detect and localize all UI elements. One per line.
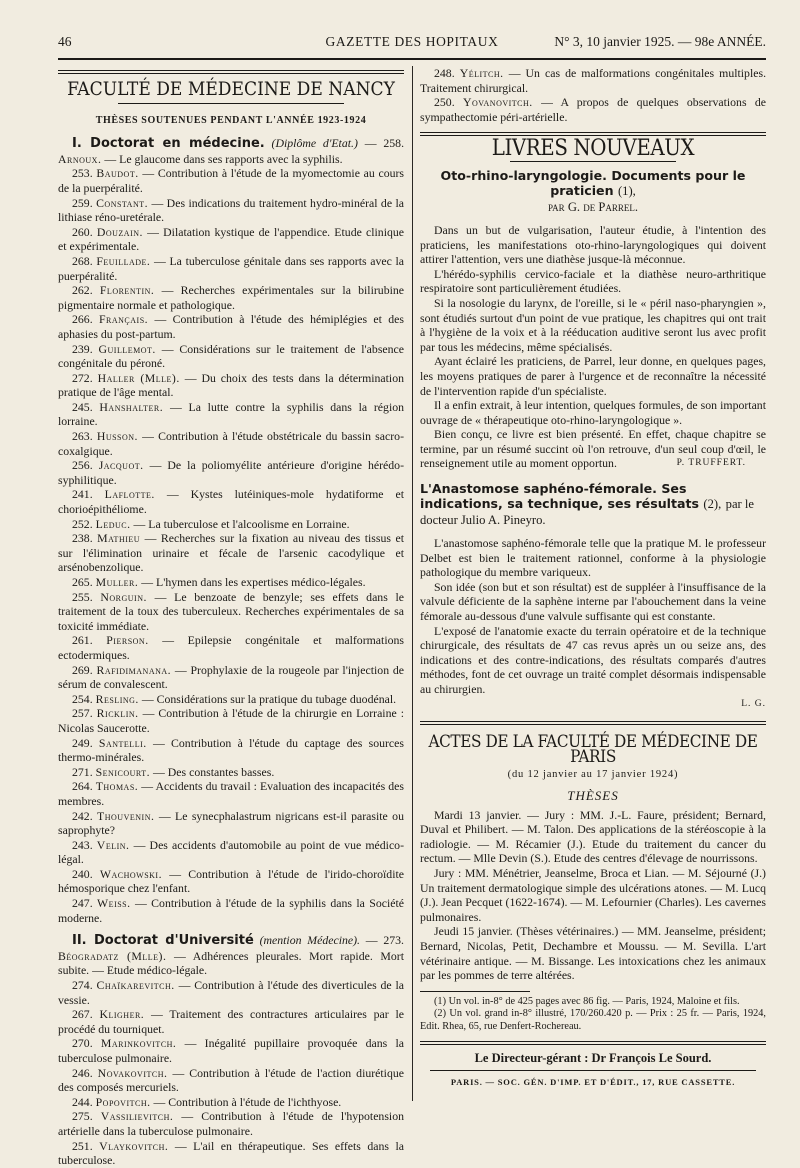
- book2-heading: [420, 481, 766, 528]
- thesis-number: 268.: [72, 253, 93, 268]
- thesis-title: — Des indications du traitement hydro-minéral de la lithiase réno-uretérale.: [58, 195, 404, 225]
- thesis-entry: [58, 371, 404, 400]
- part1-first-entry: I. Doctorat en médecine. (Diplôme d'Etat.) — 258. Arnoux. — Le glaucome dans ses rapports avec la syphilis.: [58, 136, 405, 166]
- thesis-number: 259.: [72, 195, 93, 210]
- thesis-number: 257.: [72, 706, 93, 721]
- thesis-number: 269.: [72, 662, 93, 677]
- thesis-number: 263.: [72, 429, 93, 444]
- thesis-entry: [58, 867, 404, 896]
- thesis-author: Pierson.: [106, 633, 149, 648]
- thesis-entry: [58, 978, 404, 1007]
- thesis-title: — Contribution à l'étude de l'hypotension artérielle dans la tuberculose pulmonaire.: [58, 1109, 404, 1138]
- thesis-number: 256.: [72, 458, 93, 473]
- thesis-title: — A propos de quelques observations de sympathectomie péri-artérielle.: [420, 95, 766, 124]
- thesis-entry: [58, 225, 404, 254]
- thesis-entry: [420, 95, 766, 124]
- review-paragraph: Bien conçu, ce livre est bien présenté. En effet, chaque chapitre se termine, par un résumé succint où l'on retrouve, d'un seul coup d'œil, le renseignement utile au moment opportun. P. TRUFFERT.: [420, 427, 766, 471]
- part2-heading-note: (mention Médecine).: [259, 933, 360, 948]
- thesis-number: 241.: [72, 487, 93, 502]
- thesis-title: — L'hymen dans les expertises médico-légales.: [141, 575, 366, 589]
- thesis-author: Novakovitch.: [97, 1065, 168, 1080]
- actes-paragraph: Jeudi 15 janvier. (Thèses vétérinaires.) — MM. Jeanselme, président; Bernard, Nicolas, Petit, Dechambre et Moussu. — M. Sevilla. L'art vétérinaire antique. — M. Bissange. Les intoxications chez les animaux par les pommes de terre altérées.: [420, 924, 766, 983]
- thesis-title: — Accidents du travail : Evaluation des incapacités des membres.: [58, 779, 404, 808]
- thesis-author: Wachowski.: [99, 866, 163, 881]
- thesis-title: — Inégalité pupillaire provoquée dans la tuberculose pulmonaire.: [58, 1036, 404, 1065]
- thesis-author: Vlaykovitch.: [99, 1138, 169, 1153]
- thesis-entry: [58, 196, 404, 225]
- thesis-entry: [58, 283, 404, 312]
- thesis-title: — Contribution à l'étude de la syphilis dans la Société moderne.: [58, 896, 404, 925]
- faculty-nancy-title: FACULTÉ DE MÉDECINE DE NANCY: [67, 78, 395, 100]
- thesis-entry: [58, 166, 404, 195]
- book1-title: Oto-rhino-laryngologie. Documents pour le praticien: [440, 167, 746, 198]
- thesis-title: — Contribution à l'étude de l'action diurétique des composés mercuriels.: [58, 1065, 404, 1095]
- thesis-author: Muller.: [95, 575, 139, 589]
- thesis-number: 249.: [72, 735, 93, 750]
- thesis-title: — Contribution à l'étude des hémiplégies et des aphasies du post-partum.: [58, 312, 404, 341]
- thesis-author: Yélitch.: [459, 66, 504, 80]
- thesis-author: Ricklin.: [96, 706, 139, 721]
- thesis-author: Hanshalter.: [99, 399, 164, 414]
- left-column: [58, 66, 404, 1168]
- thesis-title: — La lutte contre la syphilis dans la région lorraine.: [58, 399, 405, 429]
- actes-paragraph: Jury : MM. Ménétrier, Jeanselme, Broca et Lian. — M. Séjourné (J.) Un traitement dermatologique simple des ulcérations atones. — M. Lucq (J.). Jean Pecquet (1622-1674). — M. Lefournier (Charles). Les cavernes pulmonaires.: [420, 865, 766, 924]
- thesis-entry: [58, 779, 404, 808]
- thesis-author: Laflotte.: [104, 487, 155, 502]
- thesis-title: — Recherches expérimentales sur la bilirubine pigmentaire normale et pathologique.: [58, 283, 405, 312]
- thesis-entry: [58, 1036, 404, 1065]
- thesis-author: Thouvenin.: [97, 808, 155, 823]
- thesis-title: — L'ail en thérapeutique. Ses effets dans la tuberculose.: [58, 1138, 404, 1168]
- thesis-title: — Du choix des tests dans la détermination pratique de l'âge mental.: [58, 370, 405, 400]
- thesis-title: — Dilatation kystique de l'appendice. Etude clinique et expérimentale.: [58, 224, 405, 254]
- thesis-author: Mathieu: [97, 531, 141, 546]
- thesis-number: 254.: [72, 691, 93, 706]
- thesis-entry: [58, 706, 404, 735]
- issue-date: N° 3, 10 janvier 1925. — 98e ANNÉE.: [554, 34, 766, 49]
- thesis-title: — La tuberculose génitale dans ses rapports avec la puerpéralité.: [58, 253, 404, 283]
- thesis-author: Guillemot.: [98, 341, 156, 356]
- thesis-author: Santelli.: [98, 735, 147, 750]
- thesis-author: Norguin.: [100, 589, 147, 604]
- title-rule: [118, 103, 344, 104]
- thesis-number: 239.: [72, 341, 93, 356]
- thesis-number: 246.: [72, 1065, 93, 1080]
- thesis-entry: [58, 400, 404, 429]
- livres-nouveaux-title: LIVRES NOUVEAUX: [491, 136, 695, 162]
- thesis-entry: [58, 1109, 404, 1138]
- thesis-author: Senicourt.: [95, 764, 151, 779]
- book2-review: [420, 536, 766, 697]
- theses-heading: THÈSES: [567, 787, 619, 803]
- thesis-entry: [58, 1095, 404, 1110]
- thesis-title: — Contribution à l'étude de l'ichthyose.: [153, 1094, 342, 1109]
- thesis-number: 266.: [72, 312, 93, 327]
- book1-review: [420, 223, 766, 471]
- thesis-number: 244.: [72, 1094, 93, 1109]
- thesis-title: — De la poliomyélite antérieure d'origine hérédo-syphilitique.: [58, 458, 405, 487]
- thesis-title: — Contribution à l'étude de l'irido-choroïdite hémosporique chez l'enfant.: [58, 866, 404, 896]
- thesis-number: 238.: [72, 531, 93, 546]
- actes-title: ACTES DE LA FACULTÉ DE MÉDECINE DE PARIS: [428, 732, 758, 767]
- thesis-entry: [58, 531, 404, 575]
- review-paragraph: L'anastomose saphéno-fémorale telle que la pratique M. le professeur Delbet est bien le traitement rationnel, conforme à la physiologie pathologique du membre variqueux.: [420, 536, 766, 580]
- thesis-author: Jacquot.: [98, 458, 144, 473]
- section-rule: [420, 1041, 766, 1045]
- thesis-number: 270.: [72, 1036, 93, 1051]
- thesis-author: Popovitch.: [95, 1094, 151, 1109]
- thesis-number: 243.: [72, 837, 93, 852]
- footnotes: [420, 996, 766, 1034]
- thesis-author: Resling.: [95, 691, 139, 706]
- thesis-entry: [58, 429, 404, 458]
- title-rule: [510, 161, 676, 162]
- thesis-author: Marinkovitch.: [100, 1036, 177, 1051]
- thesis-number: 250.: [434, 95, 455, 110]
- review-paragraph: L'exposé de l'anatomie exacte du terrain opératoire et de la technique chirurgicale, des résultats de 47 cas revus après un ou seize ans, des indications et des contre-indications, des résultats comparés d'autres méthodes, font de cet ouvrage un traité complet désormais indispensable au chirurgien.: [420, 623, 766, 696]
- thesis-author: Thomas.: [95, 779, 139, 794]
- thesis-title: — Un cas de malformations congénitales multiples. Traitement chirurgical.: [420, 66, 767, 95]
- thesis-number: 252.: [72, 516, 93, 531]
- actes-paragraphs: [420, 808, 766, 983]
- part2-heading: II. Doctorat d'Université: [72, 933, 254, 949]
- thesis-entry: [420, 66, 766, 95]
- thesis-author: Florentin.: [99, 283, 155, 298]
- directeur-gerant: Le Directeur-gérant : Dr François Le Sourd.: [474, 1051, 712, 1066]
- thesis-title: — Le benzoate de benzyle; ses effets dans le traitement de la toux des tuberculeux. Recherches expérimentales de sa toxicité immédiate.: [58, 589, 404, 633]
- thesis-number: 265.: [72, 575, 93, 589]
- thesis-title: — Epilepsie congénitale et malformations ectodermiques.: [58, 633, 404, 662]
- thesis-entry: [58, 254, 404, 283]
- thesis-entry: [58, 575, 404, 590]
- thesis-author: Français.: [98, 312, 149, 327]
- journal-title: GAZETTE DES HOPITAUX: [325, 34, 499, 49]
- thesis-entry: [58, 809, 404, 838]
- section-rule: [420, 721, 766, 725]
- thesis-entry: [58, 633, 404, 662]
- thesis-title: — Kystes lutéiniques-mole hydatiforme et chorioépithéliome.: [58, 487, 405, 517]
- thesis-author: Haller (Mlle).: [97, 370, 180, 385]
- imprimerie: PARIS. — SOC. GÉN. D'IMP. ET D'ÉDIT., 17, RUE CASSETTE.: [450, 1077, 736, 1088]
- book2-title: L'Anastomose saphéno-fémorale. Ses indications, sa technique, ses résultats: [420, 481, 700, 512]
- thesis-entry: [58, 487, 404, 516]
- thesis-entry: [58, 663, 404, 692]
- thesis-title: — Recherches sur la fixation au niveau des tissus et sur l'élimination urinaire et fécale de l'arsenic cacodylique et arsénobenzolique.: [58, 531, 404, 575]
- thesis-title: — Contribution à l'étude des diverticules de la vessie.: [58, 978, 404, 1007]
- review-paragraph: Il a enfin extrait, à leur intention, quelques formules, de son important ouvrage de « thérapeutique oto-rhino-laryngologique ».: [420, 398, 766, 427]
- section-rule: [58, 70, 404, 74]
- thesis-number: 271.: [72, 764, 93, 779]
- continued-entries: [420, 66, 766, 124]
- footnote: (1) Un vol. in-8° de 425 pages avec 86 fig. — Paris, 1924, Maloine et fils.: [434, 995, 740, 1007]
- thesis-number: 272.: [72, 370, 93, 385]
- thesis-author: Leduc.: [95, 516, 131, 531]
- part1-entries: [58, 166, 404, 925]
- actes-dates: (du 12 janvier au 17 janvier 1924): [507, 769, 679, 781]
- thesis-title: — Contribution à l'étude de la myomectomie au cours de la puerpéralité.: [58, 166, 405, 195]
- page-header: [58, 28, 766, 58]
- thesis-title: — Contribution à l'étude obstétricale du bassin sacro-coxalgique.: [58, 429, 404, 458]
- thesis-title: — Des constantes basses.: [153, 764, 275, 779]
- thesis-number: 267.: [72, 1007, 93, 1022]
- book1-author: par G. de Parrel.: [547, 199, 639, 214]
- thesis-entry: [58, 765, 404, 780]
- thesis-entry: [58, 458, 404, 487]
- thesis-title: — Le synecphalastrum nigricans est-il parasite ou saprophyte?: [58, 808, 404, 838]
- page-number: 46: [58, 34, 72, 49]
- thesis-author: Vassilievitch.: [100, 1109, 174, 1124]
- thesis-entry: [58, 517, 404, 532]
- thesis-entry: [58, 1066, 404, 1095]
- theses-subtitle: THÈSES SOUTENUES PENDANT L'ANNÉE 1923-1924: [95, 114, 367, 126]
- thesis-number: 260.: [72, 224, 93, 239]
- thesis-entry: [58, 736, 404, 765]
- thesis-author: Constant.: [96, 195, 149, 210]
- thesis-entry: [58, 1139, 404, 1168]
- thesis-title: — Prophylaxie de la rougeole par l'injection de sérum de convalescent.: [58, 662, 405, 692]
- book1-heading: [420, 168, 766, 215]
- review-paragraph: Si la nosologie du larynx, de l'oreille, si le « péril naso-pharyngien », sont étudiés surtout d'un point de vue pratique, les chapitres qui ont trait à l'hygiène de la voix et à la rééducation auditive seront lus avec profit par tous les médecins, même spécialisés.: [420, 295, 766, 354]
- thesis-number: 247.: [72, 896, 93, 911]
- thesis-number: 245.: [72, 399, 93, 414]
- header-rule: [58, 58, 766, 60]
- thesis-number: 261.: [72, 633, 93, 648]
- thesis-author: Baudot.: [96, 166, 139, 181]
- thesis-title: — Traitement des contractures articulaires par le procédé du tourniquet.: [58, 1007, 405, 1036]
- review-paragraph: L'hérédo-syphilis cervico-faciale et la diathèse neuro-arthritique respiratoire sont particulièrement étudiées.: [420, 266, 766, 296]
- book2-ref: (2),: [703, 497, 722, 512]
- column-divider: [412, 66, 413, 1101]
- thesis-number: 262.: [72, 283, 93, 298]
- thesis-number: 255.: [72, 589, 93, 604]
- thesis-entry: [58, 590, 404, 634]
- right-column: [420, 66, 766, 1090]
- book2-signature: L. G.: [741, 698, 766, 709]
- thesis-entry: [58, 1007, 404, 1036]
- thesis-author: Velin.: [96, 837, 130, 852]
- thesis-title: — Contribution à l'étude du captage des sources thermo-minérales.: [58, 735, 404, 765]
- footnote-rule: [420, 991, 530, 992]
- thesis-entry: [58, 342, 404, 371]
- thesis-author: Rafidimanana.: [96, 662, 172, 677]
- thesis-author: Feuillade.: [96, 253, 151, 268]
- thesis-number: 242.: [72, 808, 93, 823]
- review-paragraph: Dans un but de vulgarisation, l'auteur étudie, à l'intention des praticiens, les manifestations oto-rhino-laryngologiques qui doivent attirer l'attention, vers une diathèse jusque-là méconnue.: [420, 222, 766, 267]
- thesis-number: 248.: [434, 66, 455, 80]
- book2-author: par le docteur Julio A. Pineyro.: [420, 497, 754, 528]
- thesis-number: 253.: [72, 166, 93, 181]
- book1-signature: P. TRUFFERT.: [676, 458, 746, 469]
- review-paragraph: Son idée (son but et son résultat) est de suppléer à l'insuffisance de la valvule déficiente de la saphène interne par l'abouchement dans la veine fémorale au-dessous d'une valvule suffisante qui est constante.: [420, 579, 766, 624]
- part2-first-entry: II. Doctorat d'Université (mention Médecine). — 273. Béogradatz (Mlle). — Adhérences pleurales. Mort rapide. Mort subite. — Etude médico-légale.: [58, 933, 404, 978]
- thesis-number: 251.: [72, 1138, 93, 1153]
- thesis-author: Husson.: [96, 429, 139, 444]
- thesis-number: 264.: [72, 779, 93, 794]
- thesis-number: 274.: [72, 978, 93, 993]
- book1-ref: (1),: [617, 183, 636, 198]
- thesis-author: Chaïkarevitch.: [96, 978, 175, 993]
- thesis-entry: [58, 838, 404, 867]
- thesis-title: — Des accidents d'automobile au point de vue médico-légal.: [58, 837, 405, 867]
- part1-heading: I. Doctorat en médecine.: [72, 136, 265, 152]
- part1-heading-note: (Diplôme d'Etat.): [271, 136, 358, 151]
- thesis-author: Douzain.: [96, 224, 143, 239]
- thesis-entry: [58, 312, 404, 341]
- thesis-title: — La tuberculose et l'alcoolisme en Lorraine.: [133, 516, 350, 531]
- thesis-title: — Considérations sur la pratique du tubage duodénal.: [141, 691, 397, 706]
- thesis-title: — Considérations sur le traitement de l'absence congénitale du péroné.: [58, 341, 405, 371]
- part2-entries: [58, 978, 404, 1168]
- thesis-entry: [58, 896, 404, 925]
- thesis-author: Weiss.: [97, 896, 131, 911]
- actes-paragraph: Mardi 13 janvier. — Jury : MM. J.-L. Faure, président; Bernard, Duval et Philibert. — M. Talon. Des applications de la stéréoscopie à la radiologie. — M. Récamier (J.). Etude du traitement du cancer du rectum. — Mlle Devin (S.). Etude des centres d'élevage de nourrissons.: [420, 807, 766, 866]
- thesis-title: — Contribution à l'étude de la chirurgie en Lorraine : Nicolas Saucerotte.: [58, 706, 405, 735]
- thesis-entry: [58, 692, 404, 707]
- thesis-author: Yovanovitch.: [462, 95, 533, 110]
- footnote: (2) Un vol. grand in-8° illustré, 170/260.420 p. — Prix : 25 fr. — Paris, 1924, Edit. Rhea, 65, rue Denfert-Rochereau.: [420, 1008, 766, 1032]
- review-paragraph: Ayant éclairé les praticiens, de Parrel, leur donne, en quelques pages, les moyens pratiques de parer à l'urgence et de reconnaître la nécessité de l'intervention rapide d'un spécialiste.: [420, 354, 766, 398]
- thesis-number: 240.: [72, 866, 93, 881]
- thesis-number: 275.: [72, 1109, 93, 1124]
- thesis-author: Kligher.: [99, 1007, 145, 1022]
